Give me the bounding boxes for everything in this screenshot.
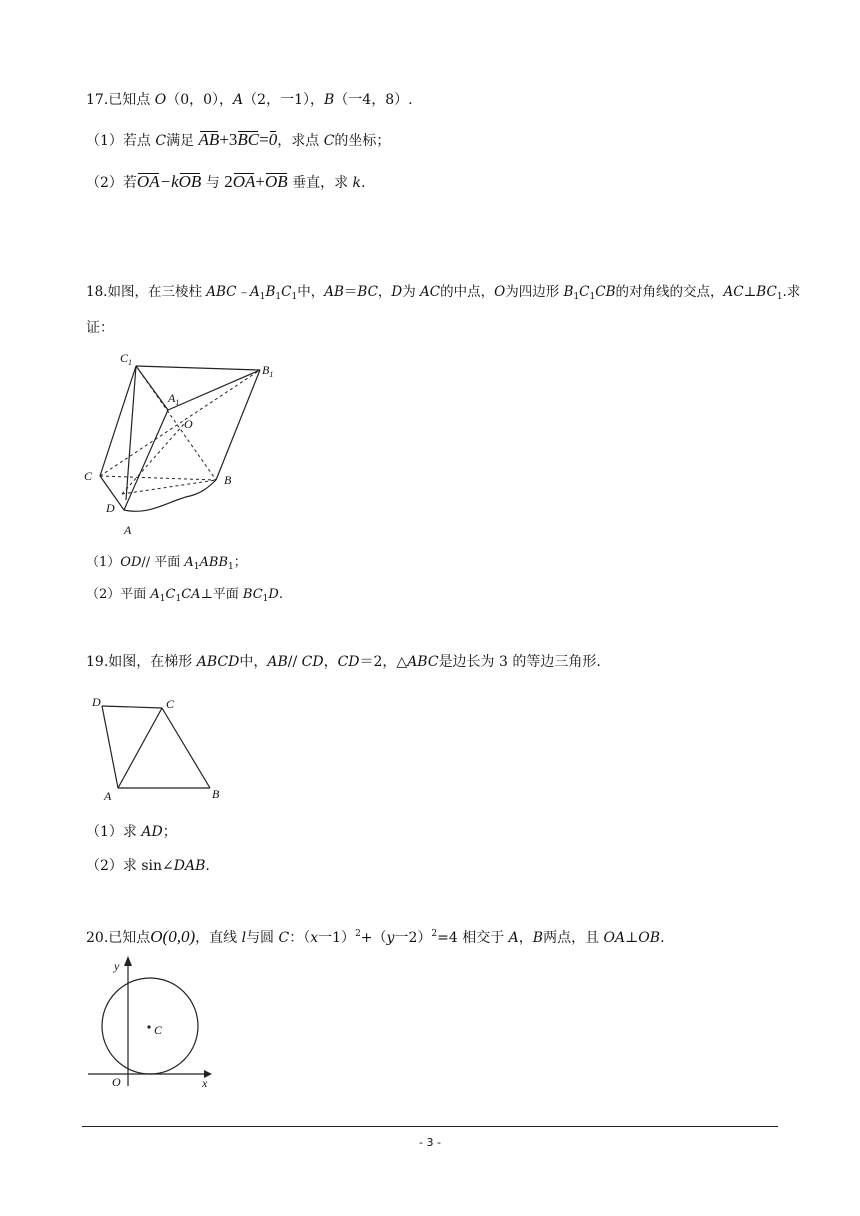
vector-oa: OA (136, 172, 160, 191)
label-o: O (112, 1075, 121, 1089)
vector-oa-2: OA (232, 172, 256, 191)
vector-ob-2: OB (264, 172, 288, 191)
trapezoid-figure (86, 692, 236, 804)
q18-stem-cont: 证： (86, 320, 114, 336)
vector-zero: 0 (268, 130, 278, 149)
label-c: C (84, 469, 93, 483)
vector-ab: AB (198, 130, 220, 149)
vector-bc: BC (237, 130, 260, 149)
label-b: B (212, 787, 220, 801)
prism-figure (80, 350, 290, 542)
circle-figure (84, 954, 224, 1090)
label-b1: $B_1$ (262, 363, 274, 379)
label-a: A (124, 523, 132, 537)
label-c: C (166, 697, 175, 711)
label-b: B (224, 473, 232, 487)
q18-part2: （2）平面 $A_1C_1CA\perp$平面 $BC_1D$. (86, 587, 283, 604)
label-c: C (154, 1023, 163, 1037)
q18-part1: （1）OD// 平面 $A_1ABB_1$； (86, 555, 247, 572)
label-y: y (114, 959, 120, 973)
label-c1: $C_1$ (120, 351, 133, 367)
q17-part2: （2）若OA−kOB 与 2OA+OB 垂直，求 k. (86, 172, 366, 191)
q20-stem: 20.已知点O(0,0)，直线 l与圆 C：（x一1）$^2$+（y一2）$^2$=4 相交于 A，B两点，且 OA⊥OB. (86, 927, 665, 946)
label-d: D (92, 695, 101, 709)
label-d: D (106, 501, 115, 515)
q19-part2: （2）求 sin∠DAB. (86, 858, 210, 874)
q17-part1: （1）若点 C满足 AB+3BC=0，求点 C的坐标； (86, 130, 391, 149)
q19-stem: 19.如图，在梯形 ABCD中，AB// CD，CD＝2，△ABC是边长为 3 的等边三角形. (86, 654, 601, 670)
footer-rule (82, 1126, 778, 1127)
q19-part1: （1）求 AD； (86, 824, 177, 840)
q18-stem: 18.如图，在三棱柱 $ABC﹣A_1B_1C_1$中，AB＝BC，D为 AC的中点，O为四边形 $B_1C_1CB$的对角线的交点，$AC\perp BC_1$.求 (86, 284, 801, 302)
vector-ob: OB (178, 172, 202, 191)
page-number: - 3 - (419, 1136, 441, 1149)
label-x: x (202, 1076, 208, 1090)
label-o: O (184, 417, 193, 431)
label-a1: $A_1$ (168, 391, 180, 407)
q17-stem: 17.已知点 O（0，0），A（2，一1），B（一4，8）. (86, 92, 413, 108)
label-a: A (104, 789, 112, 803)
